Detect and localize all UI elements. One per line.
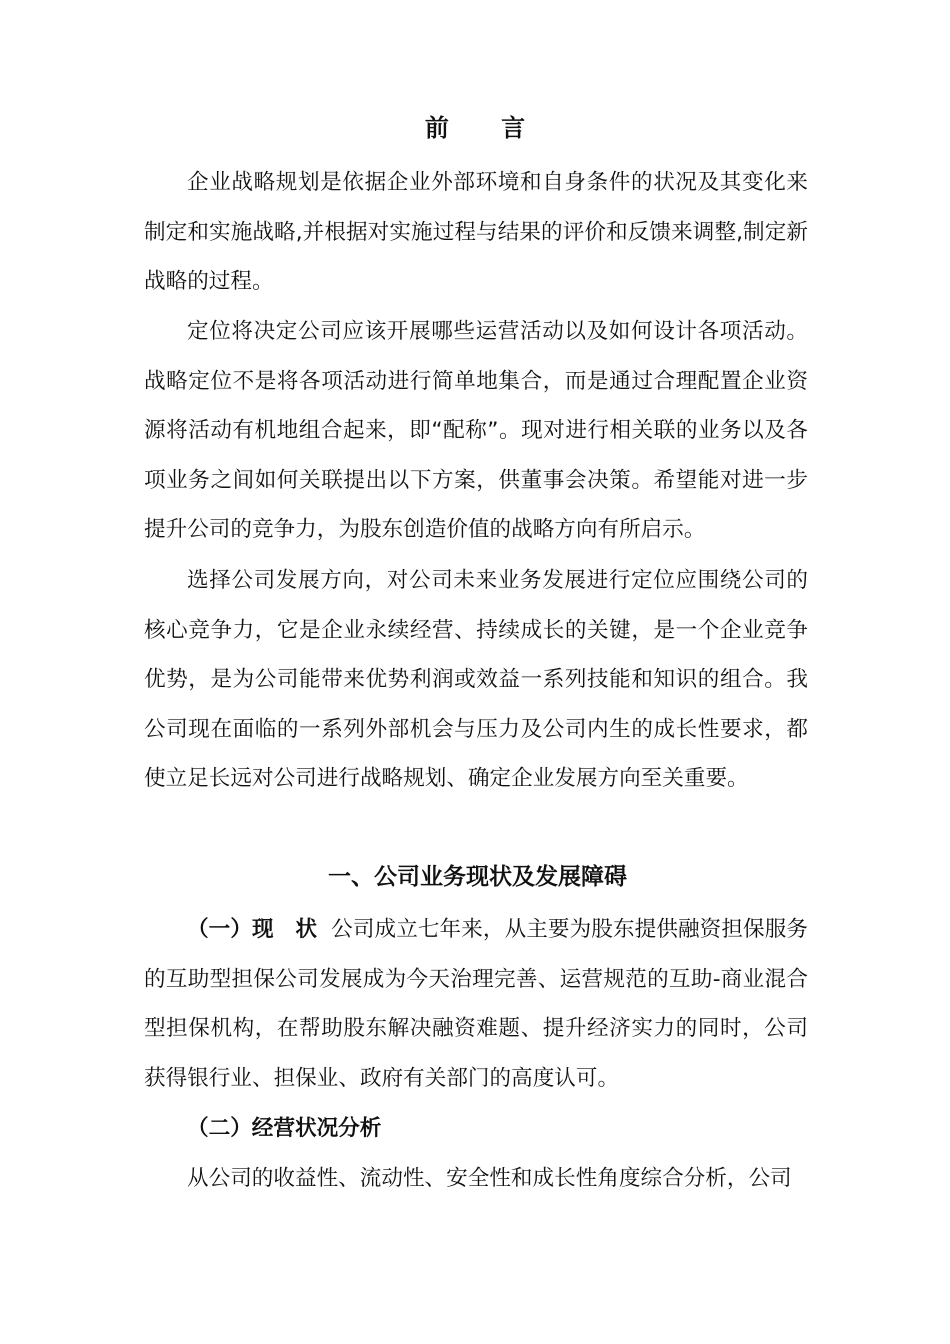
- preface-paragraph-3: 选择公司发展方向，对公司未来业务发展进行定位应围绕公司的核心竞争力，它是企业永续经营、持续成长的关键，是一个企业竞争优势，是为公司能带来优势利润或效益一系列技能和知识的组合。我公司现在面临的一系列外部机会与压力及公司内生的成长性要求，都使立足长远对公司进行战略规划、确定企业发展方向至关重要。: [144, 568, 808, 792]
- preface-paragraph-2: 定位将决定公司应该开展哪些运营活动以及如何设计各项活动。战略定位不是将各项活动进行简单地集合，而是通过合理配置企业资源将活动有机地组合起来，即“配称”。现对进行相关联的业务以及各项业务之间如何关联提出以下方案，供董事会决策。希望能对进一步提升公司的竞争力，为股东创造价值的战略方向有所启示。: [144, 319, 808, 543]
- subsection-1-paragraph: [144, 905, 808, 1103]
- subsection-1-text: 公司成立七年来，从主要为股东提供融资担保服务的互助型担保公司发展成为今天治理完善、运营规范的互助-商业混合型担保机构，在帮助股东解决融资难题、提升经济实力的同时，公司获得银行业、担保业、政府有关部门的高度认可。: [144, 917, 808, 1091]
- subsection-2-heading: （二）经营状况分析: [187, 1116, 382, 1141]
- section-1-title: 一、公司业务现状及发展障碍: [328, 864, 627, 890]
- page-title: 前 言: [424, 114, 548, 142]
- subsection-2-paragraph: 从公司的收益性、流动性、安全性和成长性角度综合分析，公司: [187, 1166, 792, 1191]
- subsection-1-label: （一）现 状: [187, 917, 318, 942]
- preface-paragraph-1: 企业战略规划是依据企业外部环境和自身条件的状况及其变化来制定和实施战略,并根据对实施过程与结果的评价和反馈来调整,制定新战略的过程。: [144, 170, 808, 295]
